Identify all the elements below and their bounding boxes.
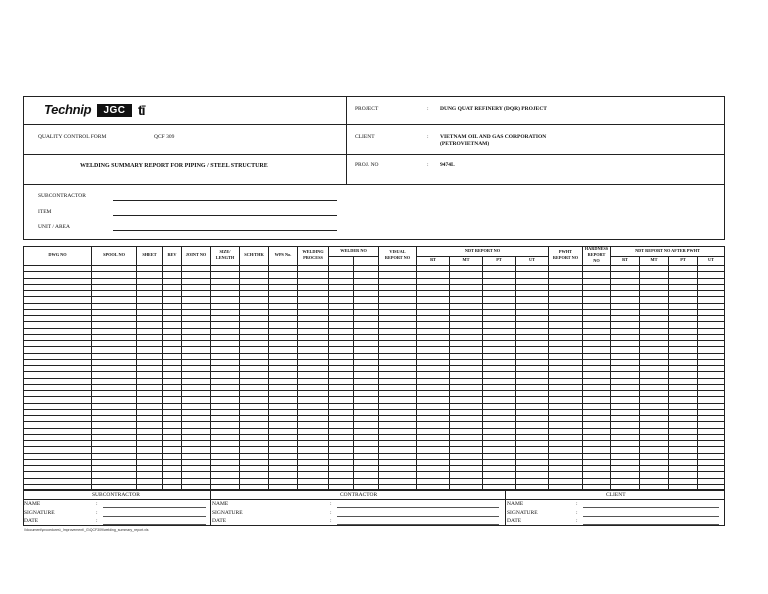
con-name-label: NAME xyxy=(212,501,229,507)
signature-divider-2 xyxy=(505,490,506,526)
con-date-label: DATE xyxy=(212,518,227,524)
project-label: PROJECT xyxy=(355,106,379,112)
sub-column-rule xyxy=(482,256,483,490)
sub-column-rule xyxy=(515,256,516,490)
col-hardness-3: NO xyxy=(593,258,600,263)
table-row xyxy=(23,359,725,360)
table-row xyxy=(23,478,725,479)
sub-date-colon: : xyxy=(96,518,98,524)
table-row xyxy=(23,340,725,341)
col-pt-after: PT xyxy=(680,257,686,262)
sub-name-label: NAME xyxy=(24,501,41,507)
table-row xyxy=(23,390,725,391)
sub-name-field[interactable] xyxy=(103,507,206,508)
con-signature-label: SIGNATURE xyxy=(212,510,243,516)
table-row xyxy=(23,471,725,472)
con-date-colon: : xyxy=(330,518,332,524)
item-field[interactable] xyxy=(113,215,337,216)
col-dwg-no: DWG NO xyxy=(48,252,67,257)
table-row xyxy=(23,353,725,354)
table-row xyxy=(23,315,725,316)
table-row xyxy=(23,440,725,441)
client-value-line-1: VIETNAM OIL AND GAS CORPORATION xyxy=(440,134,547,140)
table-row xyxy=(23,303,725,304)
col-mt-after: MT xyxy=(650,257,658,262)
contractor-heading: CONTRACTOR xyxy=(340,492,378,498)
subcontractor-heading: SUBCONTRACTOR xyxy=(92,492,140,498)
table-row xyxy=(23,365,725,366)
form-label: QUALITY CONTROL FORM xyxy=(38,134,107,140)
table-row xyxy=(23,384,725,385)
sub-signature-colon: : xyxy=(96,510,98,516)
client-label: CLIENT xyxy=(355,134,375,140)
col-ut-after: UT xyxy=(708,257,714,262)
col-welding-process-2: PROCESS xyxy=(303,255,323,260)
col-sch-thk: SCH/THK xyxy=(244,252,264,257)
col-pwht-2: REPORT NO xyxy=(552,255,579,260)
table-row xyxy=(23,465,725,466)
sub-column-rule xyxy=(353,256,354,490)
sub-signature-label: SIGNATURE xyxy=(24,510,55,516)
table-row xyxy=(23,271,725,272)
cli-date-field[interactable] xyxy=(583,524,719,525)
col-mt: MT xyxy=(462,257,470,262)
project-value: DUNG QUAT REFINERY (DQR) PROJECT xyxy=(440,106,547,112)
proj-no-colon: : xyxy=(427,162,429,168)
table-row xyxy=(23,290,725,291)
con-name-field[interactable] xyxy=(337,507,499,508)
client-colon: : xyxy=(427,134,429,140)
col-ut: UT xyxy=(529,257,535,262)
cli-date-label: DATE xyxy=(507,518,522,524)
col-ndt-report-no: NDT REPORT NO xyxy=(464,248,501,253)
signature-divider-1 xyxy=(210,490,211,526)
col-rev: REV xyxy=(167,252,177,257)
table-row xyxy=(23,434,725,435)
sub-date-label: DATE xyxy=(24,518,39,524)
col-rt-after: RT xyxy=(622,257,628,262)
sub-column-rule xyxy=(668,256,669,490)
cli-signature-label: SIGNATURE xyxy=(507,510,538,516)
col-hardness-2: REPORT xyxy=(587,252,606,257)
table-row xyxy=(23,453,725,454)
col-ndt-after-pwht: NDT REPORT NO AFTER PWHT xyxy=(635,248,700,253)
proj-no-label: PROJ. NO xyxy=(355,162,379,168)
sub-column-rule xyxy=(639,256,640,490)
con-name-colon: : xyxy=(330,501,332,507)
cli-date-colon: : xyxy=(576,518,578,524)
table-row xyxy=(23,415,725,416)
table-row xyxy=(23,428,725,429)
table-row xyxy=(23,371,725,372)
col-sheet: SHEET xyxy=(142,252,157,257)
table-row xyxy=(23,328,725,329)
cli-name-field[interactable] xyxy=(583,507,719,508)
table-row xyxy=(23,334,725,335)
col-visual-report-2: REPORT NO xyxy=(384,255,411,260)
col-hardness-1: HARDNESS xyxy=(584,246,609,251)
col-pwht-1: PWHT xyxy=(558,249,573,254)
ndt-after-subheader-rule xyxy=(610,256,725,257)
table-row xyxy=(23,459,725,460)
welder-subheader-rule xyxy=(329,256,378,257)
unit-area-label: UNIT / AREA xyxy=(38,224,70,230)
col-welder-no: WELDER NO xyxy=(340,248,367,253)
sub-signature-field[interactable] xyxy=(103,516,206,517)
header-row-divider-2 xyxy=(23,154,725,155)
header-row-divider-1 xyxy=(23,124,725,125)
table-row xyxy=(23,484,725,485)
sub-column-rule xyxy=(697,256,698,490)
sub-name-colon: : xyxy=(96,501,98,507)
col-spool-no: SPOOL NO xyxy=(103,252,125,257)
page-title: WELDING SUMMARY REPORT FOR PIPING / STEEL STRUCTURE xyxy=(80,163,268,169)
info-block xyxy=(23,184,725,240)
con-date-field[interactable] xyxy=(337,524,499,525)
cli-signature-colon: : xyxy=(576,510,578,516)
col-joint-no: JOINT NO xyxy=(185,252,207,257)
table-row xyxy=(23,284,725,285)
header-bottom-rule xyxy=(23,265,725,266)
ndt-subheader-rule xyxy=(416,256,548,257)
file-path-footnote: \\document\procedures\_Improvement\_G\QCF309\welding_summary_report.xls xyxy=(24,528,149,532)
table-row xyxy=(23,409,725,410)
sub-date-field[interactable] xyxy=(103,524,206,525)
table-row xyxy=(23,446,725,447)
col-rt: RT xyxy=(430,257,436,262)
project-colon: : xyxy=(427,106,429,112)
header-divider xyxy=(346,96,347,185)
client-value-line-2: (PETROVIETNAM) xyxy=(440,141,490,147)
table-row xyxy=(23,346,725,347)
item-label: ITEM xyxy=(38,209,52,215)
table-row xyxy=(23,309,725,310)
subcontractor-label: SUBCONTRACTOR xyxy=(38,193,86,199)
table-row xyxy=(23,378,725,379)
cli-signature-field[interactable] xyxy=(583,516,719,517)
sub-column-rule xyxy=(449,256,450,490)
unit-area-field[interactable] xyxy=(113,230,337,231)
signature-header-line xyxy=(23,499,725,500)
table-row xyxy=(23,403,725,404)
cli-name-label: NAME xyxy=(507,501,524,507)
table-row xyxy=(23,421,725,422)
table-row xyxy=(23,396,725,397)
client-heading: CLIENT xyxy=(606,492,626,498)
col-size-length-1: SIZE/ xyxy=(219,249,231,254)
subcontractor-field[interactable] xyxy=(113,200,337,201)
con-signature-colon: : xyxy=(330,510,332,516)
col-visual-report-1: VISUAL xyxy=(389,249,406,254)
col-wps-no: WPS No. xyxy=(274,252,292,257)
table-row xyxy=(23,278,725,279)
con-signature-field[interactable] xyxy=(337,516,499,517)
jgc-logo: JGC xyxy=(97,104,132,117)
ti-logo: tī xyxy=(138,102,145,118)
technip-logo: Technip xyxy=(44,102,92,117)
form-code: QCF 309 xyxy=(154,134,175,140)
col-size-length-2: LENGTH xyxy=(215,255,235,260)
col-pt: PT xyxy=(496,257,502,262)
col-welding-process-1: WELDING xyxy=(302,249,324,254)
table-row xyxy=(23,296,725,297)
table-row xyxy=(23,321,725,322)
cli-name-colon: : xyxy=(576,501,578,507)
proj-no-value: 9474L xyxy=(440,162,455,168)
